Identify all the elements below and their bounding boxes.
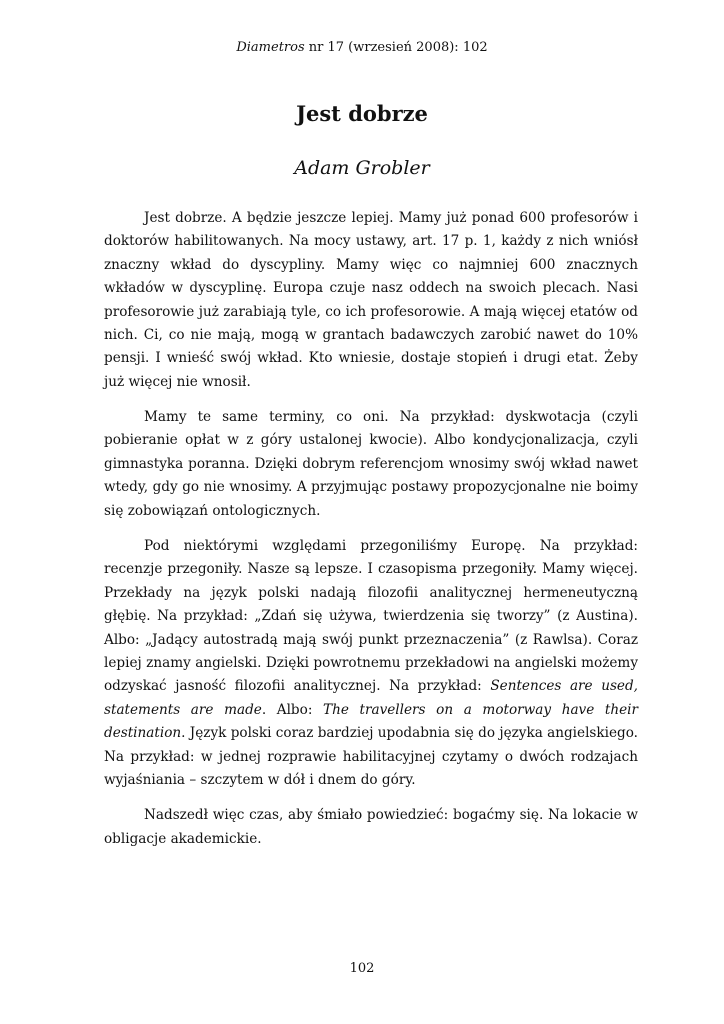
paragraph-4: Nadszedł więc czas, aby śmiało powiedzieć: bogaćmy się. Na lokacie w obligacje akademickie. [104, 807, 638, 847]
running-head [0, 40, 724, 56]
paragraph-2: Mamy te same terminy, co oni. Na przykład: dyskwotacja (czyli pobieranie opłat w z góry ustalonej kwocie). Albo kondycjonalizacja, czyli gimnastyka poranna. Dzięki dobrym referencjom wnosimy swój wkład nawet wtedy, gdy go nie wnosimy. A przyjmując postawy propozycjonalne nie boimy się zobowiązań ontologicznych. [104, 409, 638, 519]
english-example-2: The travellers on a motorway have their destination [104, 701, 639, 742]
paragraph-3-text-c: . Język polski coraz bardziej upodabnia się do języka angielskiego. Na przykład: w jednej rozprawie habilitacyjnej czytamy o dwóch rodzajach wyjaśniania – szczytem w dół i dnem do góry. [104, 725, 639, 788]
article-author: Adam Grobler [294, 157, 430, 179]
paragraph-3 [104, 535, 638, 792]
english-example-1: Sentences are used, statements are made [104, 678, 638, 718]
journal-name: Diametros [236, 40, 305, 55]
paragraph-3-text-b: . Albo: [261, 701, 324, 718]
article-body [104, 207, 638, 851]
paragraph-3-text-a: Pod niektórymi względami przegoniliśmy Europę. Na przykład: recenzje przegoniły. Nasze są lepsze. I czasopisma przegoniły. Mamy więcej. Przekłady na język polski nadają filozofii analitycznej hermeneutyczną głębię. Na przykład: „Zdań się używa, twierdzenia się tworzy” (z Austina). Albo: „Jadący autostradą mają swój punkt przeznaczenia” (z Rawlsa). Coraz lepiej znamy angielski. Dzięki powrotnemu przekładowi na angielski możemy odzyskać jasność filozofii analitycznej. Na przykład: [104, 537, 638, 695]
article-title: Jest dobrze [296, 101, 428, 126]
page-number: 102 [349, 961, 375, 976]
paragraph-1: Jest dobrze. A będzie jeszcze lepiej. Mamy już ponad 600 profesorów i doktorów habilitowanych. Na mocy ustawy, art. 17 p. 1, każdy z nich wniósł znaczny wkład do dyscypliny. Mamy więc co najmniej 600 znacznych wkładów w dyscyplinę. Europa czuje nasz oddech na swoich plecach. Nasi profesorowie już zarabiają tyle, co ich profesorowie. A mają więcej etatów od nich. Ci, co nie mają, mogą w grantach badawczych zarobić nawet do 10% pensji. I wnieść swój wkład. Kto wniesie, dostaje stopień i drugi etat. Żeby już więcej nie wnosił. [104, 210, 638, 390]
issue-info: nr 17 (wrzesień 2008): 102 [304, 40, 488, 55]
